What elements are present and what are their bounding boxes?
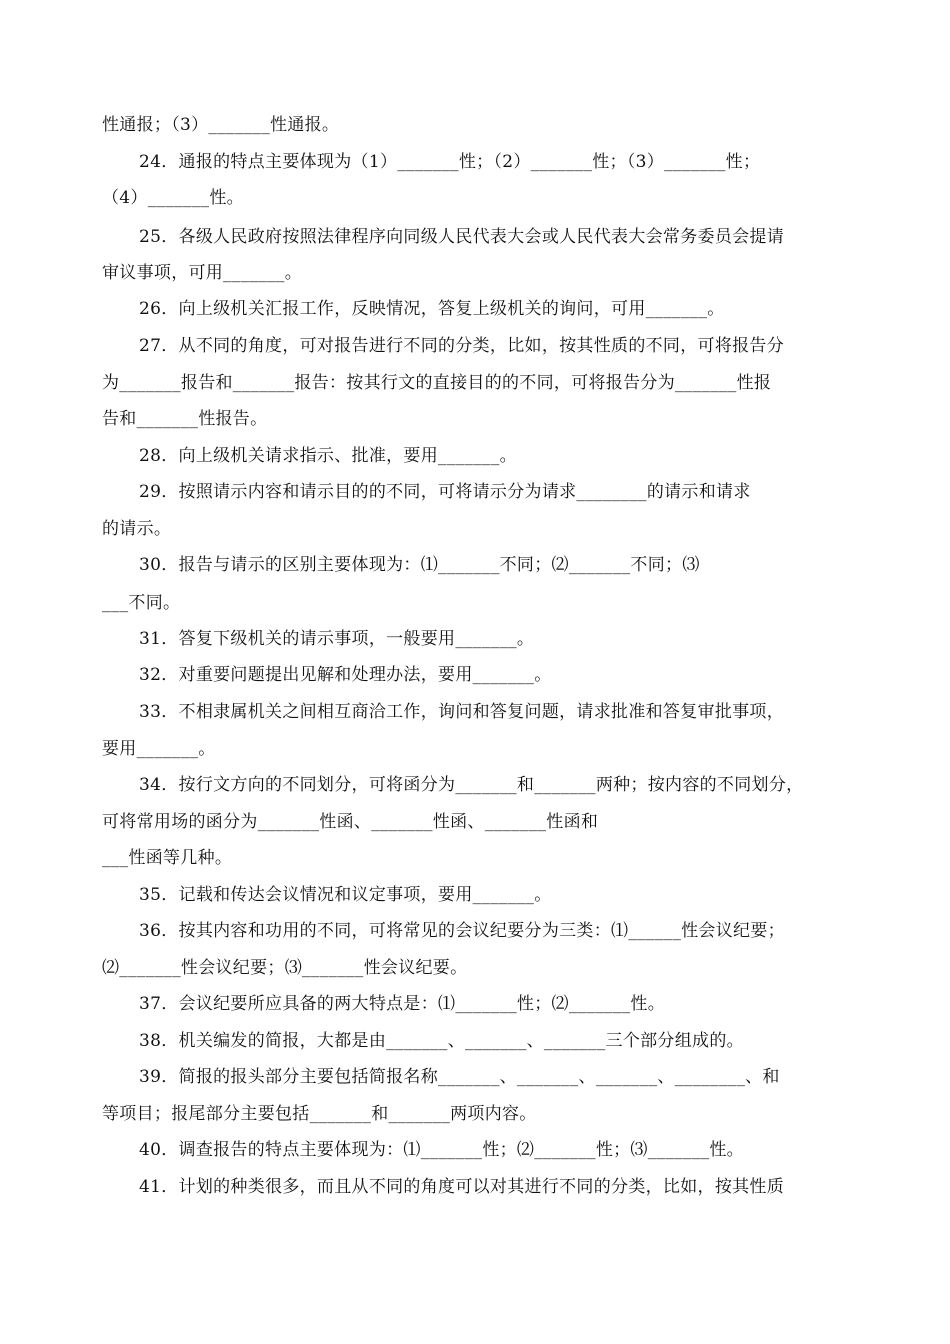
text-line: 的请示。 bbox=[102, 519, 172, 539]
question-34: 34．按行文方向的不同划分，可将函分为_______和_______两种；按内容的不同划分， bbox=[139, 775, 804, 795]
text-line: 性通报；（3）_______性通报。 bbox=[102, 115, 340, 135]
text-line: ⑵_______性会议纪要；⑶_______性会议纪要。 bbox=[102, 958, 468, 978]
question-38: 38．机关编发的简报，大都是由_______、_______、_______三个部分组成的。 bbox=[139, 1031, 744, 1051]
text-line: 要用_______。 bbox=[102, 739, 216, 759]
question-28: 28．向上级机关请求指示、批准，要用_______。 bbox=[139, 446, 517, 466]
question-35: 35．记载和传达会议情况和议定事项，要用_______。 bbox=[139, 885, 552, 905]
text-line: 为_______报告和_______报告：按其行文的直接目的的不同，可将报告分为_______性报 bbox=[102, 373, 772, 393]
question-40: 40．调查报告的特点主要体现为：⑴_______性；⑵_______性；⑶_______性。 bbox=[139, 1140, 744, 1160]
question-33: 33．不相隶属机关之间相互商洽工作，询问和答复问题，请求批准和答复审批事项， bbox=[139, 702, 785, 722]
question-36: 36．按其内容和功用的不同，可将常见的会议纪要分为三类：⑴______性会议纪要； bbox=[139, 921, 785, 941]
text-line: （4）_______性。 bbox=[102, 188, 244, 208]
text-line: ___不同。 bbox=[102, 593, 181, 613]
question-29: 29．按照请示内容和请示目的的不同，可将请示分为请求________的请示和请求 bbox=[139, 482, 751, 502]
text-line: 等项目；报尾部分主要包括_______和_______两项内容。 bbox=[102, 1104, 537, 1124]
question-26: 26．向上级机关汇报工作，反映情况，答复上级机关的询问，可用_______。 bbox=[139, 299, 725, 319]
question-41: 41．计划的种类很多，而且从不同的角度可以对其进行不同的分类，比如，按其性质 bbox=[139, 1177, 785, 1197]
question-25: 25．各级人民政府按照法律程序向同级人民代表大会或人民代表大会常务委员会提请 bbox=[139, 227, 785, 247]
question-31: 31．答复下级机关的请示事项，一般要用_______。 bbox=[139, 629, 535, 649]
question-27: 27．从不同的角度，可对报告进行不同的分类，比如，按其性质的不同，可将报告分 bbox=[139, 336, 785, 356]
question-37: 37．会议纪要所应具备的两大特点是：⑴_______性；⑵_______性。 bbox=[139, 994, 666, 1014]
question-24: 24．通报的特点主要体现为（1）_______性；（2）_______性；（3）_______性； bbox=[139, 152, 761, 172]
text-line: 可将常用场的函分为_______性函、_______性函、_______性函和 bbox=[102, 812, 599, 832]
text-line: ___性函等几种。 bbox=[102, 848, 233, 868]
text-line: 告和_______性报告。 bbox=[102, 409, 268, 429]
text-line: 审议事项，可用_______。 bbox=[102, 263, 302, 283]
question-39: 39．简报的报头部分主要包括简报名称_______、_______、_______、________、和 bbox=[139, 1067, 780, 1087]
question-30: 30．报告与请示的区别主要体现为：⑴_______不同；⑵_______不同；⑶ bbox=[139, 555, 700, 575]
question-32: 32．对重要问题提出见解和处理办法，要用_______。 bbox=[139, 665, 552, 685]
